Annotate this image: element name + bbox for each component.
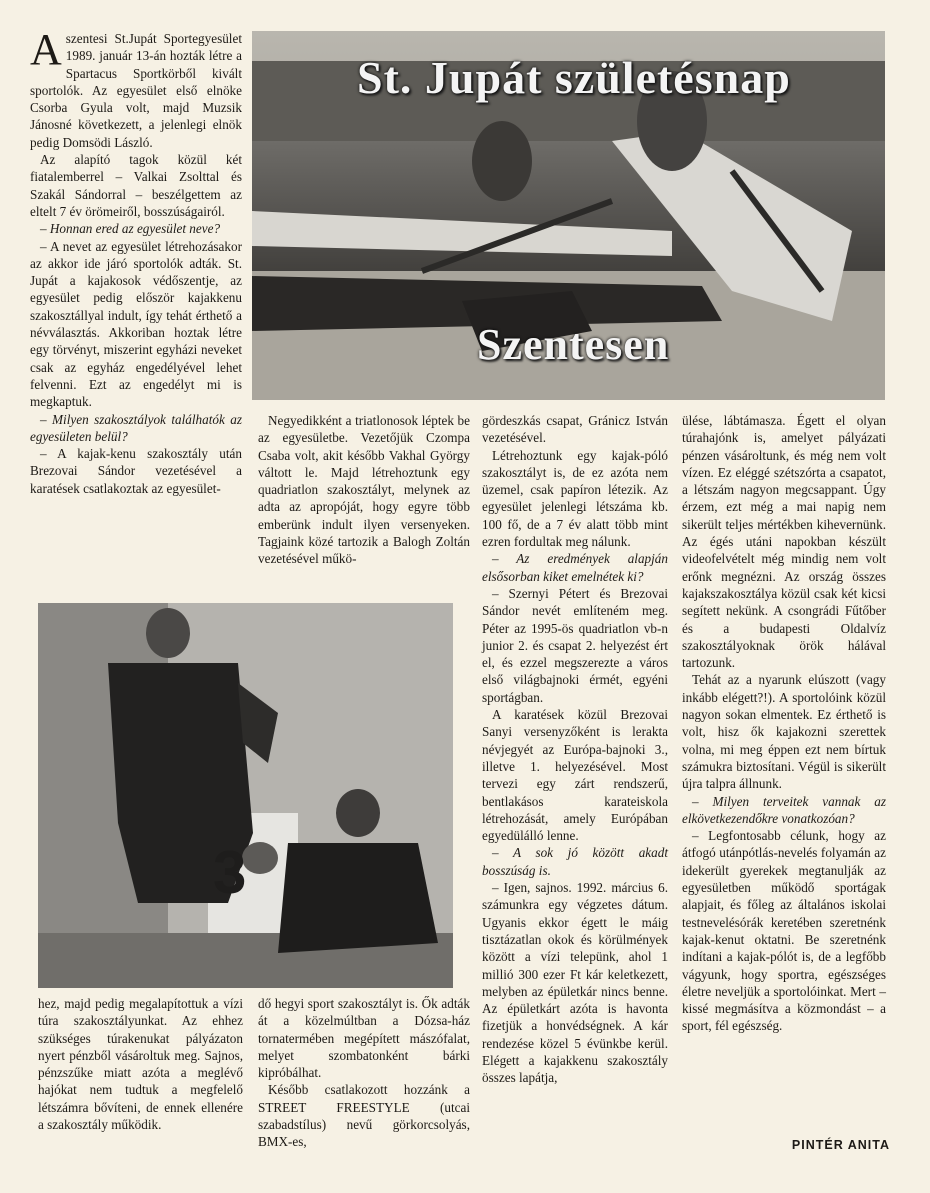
paragraph [482,412,668,447]
paragraph-text: Tehát az a nyarunk elúszott (vagy inkább elégett?!). A sportolóink közül nagyon sokan elmentek. Ez érthető is volt, hisz ők kajakozni szerettek volna, mi meg éppen ezt nem bírtuk számukra biztosítani. Végül is sikerült újra talpra állnunk. [682,672,886,792]
paragraph-text: – Milyen terveitek vannak az elkövetkezendőkre vonatkozóan? [682,793,886,826]
paragraph [30,151,242,220]
paragraph-text: – Az eredmények alapján elsősorban kiket emelnétek ki? [482,551,668,584]
paragraph [258,995,470,1081]
paragraph-text: – A kajak-kenu szakosztály után Brezovai Sándor vezetésével a karatések csatlakoztak az egyesület- [30,446,242,496]
paragraph-text: Az alapító tagok közül két fiatalemberrel – Valkai Zsolttal és Szakál Sándorral – beszélgettem az eltelt 7 év örömeiről, bosszúságairól. [30,152,242,219]
paragraph [482,447,668,551]
paragraph [482,550,668,585]
paragraph [682,827,886,1035]
article-column-4 [682,412,886,1137]
svg-text:3: 3 [213,839,247,906]
paragraph [682,671,886,792]
paragraph-text: gördeszkás csapat, Gránicz István vezetésével. [482,413,668,446]
paragraph-text: – A nevet az egyesület létrehozásakor az akkor ide járó sportolók adták. St. Jupát a kajakosok védőszentje, az egyesület pedig először kajakkenu szakosztállyal indult, így tehát érthető a névválasztás. Akkoriban hoztak létre egy törvényt, miszerint egyházi neveket csak az egyház engedélyével lehet felvenni. Ezt az engedélyt mi is megkaptuk. [30,238,242,410]
paragraph-text: Létrehoztunk egy kajak-póló szakosztályt is, de ez azóta nem üzemel, csak papíron létezik. Az egyesület jelenlegi létszáma kb. 100 fő, de a 7 év alatt több mint ezren fordultak meg nálunk. [482,447,668,550]
photo-title-bottom: Szentesen [477,320,670,369]
paragraph [682,412,886,671]
paragraph [258,1081,470,1150]
article-column-2-top [258,412,470,596]
paragraph [30,220,242,237]
paragraph [482,706,668,844]
article-column-3 [482,412,668,1162]
paragraph-text: hez, majd pedig megalapítottuk a vízi túra szakosztályunkat. Az ehhez szükséges túrakenukat pályázaton nyert pénzből vásároltuk meg. Sajnos, pénzszűke miatt azóta a meglévő hajókat nem tudtuk a megfelelő létszámra bővíteni, de ennek ellenére a szakosztály működik. [38,996,243,1133]
triathlon-photo [38,603,453,988]
paragraph [30,238,242,411]
paragraph [30,445,242,497]
article-column-1-bottom [38,995,243,1160]
paragraph-text: – Milyen szakosztályok találhatók az egyesületen belül? [30,411,242,444]
paragraph-text: ülése, lábtámasza. Égett el olyan túrahajónk is, amelyet pályázati pénzen vásároltunk, és még nem volt vízen. Ez eléggé szétszórta a csapatot, a létszám nagyon megcsappant. Úgy érzem, ezt még a mai napig nem sikerült teljes mértékben kihevernünk. Az égés utáni napokban készült videofelvételt még mindig nem volt erőnk megnézni. Az ország összes kajakszakosztálya közül csak két kicsi segített nekünk. A csongrádi Fűtőber és a budapesti Oldalvíz szakosztályoknak örök hálával tartozunk. [682,413,886,671]
paragraph-text: Később csatlakozott hozzánk a STREET FREESTYLE (utcai szabadstílus) nevű görkorcsolyás, BMX-es, [258,1082,470,1150]
photo-title-top: St. Jupát születésnap [357,52,791,103]
paragraph [38,995,243,1133]
paragraph-text: – A sok jó között akadt bosszúság is. [482,845,668,878]
paragraph-text: A karatések közül Brezovai Sanyi versenyzőként is lerakta névjegyét az Európa-bajnoki 3., illetve 1. helyezésével. Most tervezi egy zárt rendszerű, bentlakásos karateiskola létrehozását, amely Európában egyedülálló lenne. [482,707,668,844]
paragraph-text: Negyedikként a triatlonosok léptek be az egyesületbe. Vezetőjük Czompa Csaba volt, akit később Vakhal György váltott le. Majd létrehoztunk egy quadriatlon szakosztályt, melynek az adta az apropóját, hogy egyre több emberünk indult ilyen versenyeken. Tagjaink közé tartozik a Balogh Zoltán vezetésével műkö- [258,413,470,567]
paragraph-text: – Honnan ered az egyesület neve? [40,221,221,237]
kayak-photo [252,31,885,400]
paragraph [482,844,668,879]
drop-cap: A [30,25,62,74]
article-column-1-top [30,25,242,595]
paragraph [682,793,886,828]
paragraph-text: – Igen, sajnos. 1992. március 6. számunkra egy végzetes dátum. Ugyanis ekkor égett le máig tisztázatlan okok és körülmények között a vízi telepünk, ahol 1 millió 300 ezer Ft kár keletkezett, melyben az épületkár nincs benne. Az épületkárt azóta is havonta fizetjük a honvédségnek. A kár rendezése közel 5 évünkbe kerül. Elégett a kajakkenu szakosztály összes lapátja, [482,880,668,1086]
article-column-2-bottom [258,995,470,1160]
paragraph [30,411,242,446]
paragraph-text: szentesi St.Jupát Sportegyesület 1989. január 13-án hozták létre a Spartacus Sportkörből kivált sportolók. Az egyesület első elnöke Csorba Gyula volt, majd Muzsik Jánosné következett, a jelenlegi elnök pedig Domsödi László. [30,31,242,150]
paragraph [30,25,242,151]
paragraph-text: dő hegyi sport szakosztályt is. Ők adták át a közelmúltban a Dózsa-ház tornatermében megépített mászófalat, melyet szombatonként bárki kipróbálhat. [258,996,470,1081]
paragraph [258,412,470,568]
author-byline: PINTÉR ANITA [791,1138,890,1152]
triathlon-photo-image [38,603,453,988]
paragraph-text: – Legfontosabb célunk, hogy az átfogó utánpótlás-nevelés folyamán az idekerült gyerekek megtanulják az egyesületben működő sportágak alapjait, és főleg az általános iskolai testnevelésórák keretében szeretnénk kajak-kenut oktatni. Be szeretnénk indítani a kajak-pólót is, de a legfőbb vágyunk, hogy sportra, egészséges életre neveljük a sportolóinkat. Mert – kissé megmásítva a közmondást – a sport, fél egészség. [682,828,886,1034]
paragraph-text: – Szernyi Pétert és Brezovai Sándor nevét említeném meg. Péter az 1995-ös quadriatlon vb-n junior 2. és csapat 2. helyezést ért el, és ezzel megszerezte a város első világbajnoki érmét, egyéni sportágban. [482,585,668,705]
paragraph [482,585,668,706]
paragraph [482,879,668,1087]
